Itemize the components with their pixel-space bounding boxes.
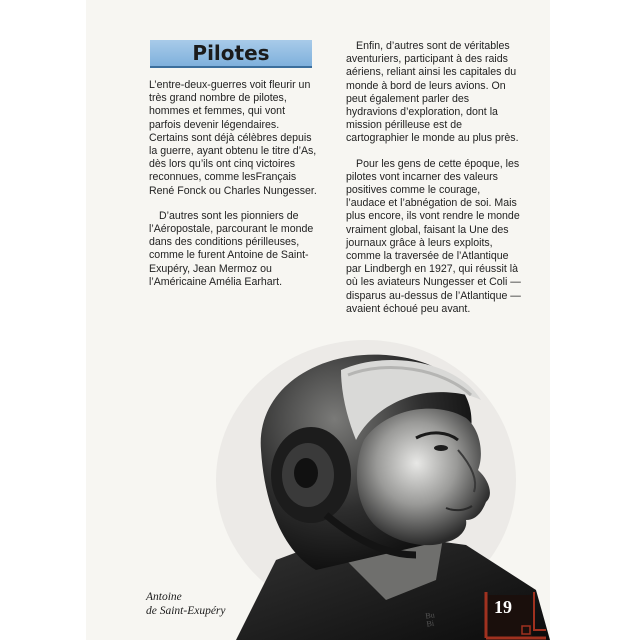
page-number: 19 <box>494 597 512 617</box>
left-text-column <box>149 79 317 301</box>
signature-line: Bu <box>424 610 436 621</box>
caption-line: de Saint-Exupéry <box>146 605 226 617</box>
paragraph: L’entre-deux-guerres voit fleurir un très grand nombre de pilotes, hommes et femmes, qui vont parfois devenir légendaires. Certains sont déjà célèbres depuis la guerre, ayant obtenu le titre d’As, dès lors qu’ils ont cinq victoires reconnues, comme lesFrançais René Fonck ou Charles Nungesser. <box>149 79 317 197</box>
book-page <box>86 0 550 640</box>
paragraph: Pour les gens de cette époque, les pilotes vont incarner des valeurs positives comme le courage, l’audace et l’abnégation de soi. Mais plus encore, ils vont rendre le monde vraiment global, faisant la Une des journaux grâce à leurs exploits, comme la traversée de l’Atlantique par Lindbergh en 1927, qui réussit là où les aviateurs Nungesser et Coli — disparus au-dessus de l’Atlantique — avaient échoué peu avant. <box>346 157 521 315</box>
section-title: Pilotes <box>192 41 270 65</box>
right-text-column <box>346 40 521 328</box>
paragraph: D’autres sont les pionniers de l’Aéropostale, parcourant le monde dans des conditions périlleuses, comme le furent Antoine de Saint-Exupéry, Jean Mermoz ou l’Américaine Amélia Earhart. <box>149 209 314 288</box>
section-title-box <box>150 40 312 68</box>
portrait-caption <box>146 590 226 618</box>
paragraph: Enfin, d’autres sont de véritables aventuriers, participant à des raids aériens, reliant ainsi les capitales du monde à bord de leurs avions. On peut également parler des hydravions d’exploration, dont la mission périlleuse est de cartographier le monde au plus près. <box>346 40 519 145</box>
caption-line: Antoine <box>146 591 182 603</box>
signature-line: Bi <box>425 618 435 629</box>
